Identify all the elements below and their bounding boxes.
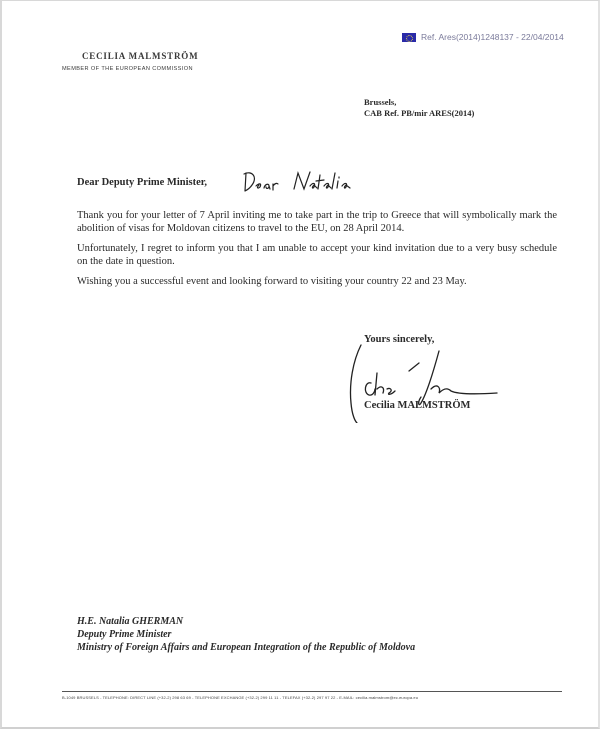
letterhead-name: CECILIA MALMSTRÖM (82, 51, 199, 61)
recipient-organization: Ministry of Foreign Affairs and European Integration of the Republic of Moldova (77, 642, 416, 653)
footer-divider (62, 691, 562, 692)
recipient-block (77, 615, 415, 654)
paragraph: Thank you for your letter of 7 April inviting me to take part in the trip to Greece that will symbolically mark the abolition of visas for Moldovan citizens to travel to the EU, on 28 April 2014. (77, 210, 557, 234)
eu-flag-icon (402, 33, 416, 42)
letter-body (77, 209, 557, 295)
reference-stamp (402, 32, 564, 42)
salutation: Dear Deputy Prime Minister, (77, 177, 208, 188)
recipient-name: H.E. Natalia GHERMAN (77, 616, 184, 627)
place-block (364, 97, 474, 119)
signer-name: Cecilia MALMSTRÖM (364, 400, 471, 411)
signature-icon (347, 343, 507, 423)
handwritten-salutation (242, 167, 362, 202)
place-city: Brussels, (364, 97, 397, 107)
recipient-title: Deputy Prime Minister (77, 629, 172, 640)
footer-contact: B-1049 BRUSSELS - TELEPHONE: DIRECT LINE (+32-2) 298 63 69 - TELEPHONE EXCHANGE (+32-2) 299 11 11 - TELEFAX (+32-2) 297 97 22 - E-MAIL: cecilia.malmstrom@ec.europa.eu (62, 695, 419, 700)
signature (347, 343, 507, 428)
place-ref: CAB Ref. PB/mir ARES(2014) (364, 108, 475, 118)
paragraph: Wishing you a successful event and looking forward to visiting your country 22 and 23 May. (77, 276, 467, 287)
reference-text: Ref. Ares(2014)1248137 - 22/04/2014 (421, 32, 564, 42)
closing: Yours sincerely, (364, 334, 435, 345)
paragraph: Unfortunately, I regret to inform you that I am unable to accept your kind invitation due to a very busy schedule on the date in question. (77, 243, 557, 267)
handwriting-dear-natalia-icon (242, 167, 362, 197)
letterhead-role: MEMBER OF THE EUROPEAN COMMISSION (62, 66, 193, 72)
